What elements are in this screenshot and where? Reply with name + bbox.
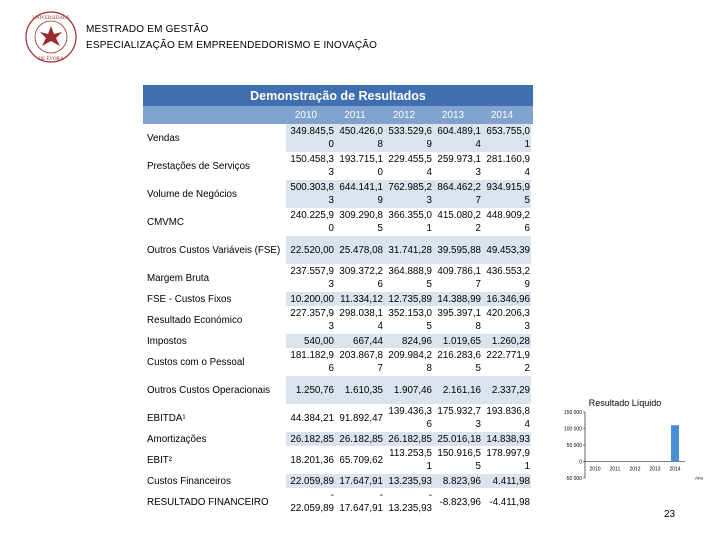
cell-value: 222.771,9 2 <box>486 350 530 374</box>
cell-value: 2.161,16 <box>433 376 482 404</box>
y-tick-label: -50 000 <box>565 476 582 482</box>
cell-value: 420.206,3 3 <box>486 308 530 332</box>
cell-value: 298.038,1 4 <box>339 308 383 332</box>
cell-value: 44.384,21 <box>290 412 334 424</box>
table-row <box>143 236 531 264</box>
x-tick-label: 2012 <box>629 466 641 473</box>
table-row <box>143 348 531 376</box>
cell-value: 193.836,8 4 <box>486 406 530 430</box>
cell-value: 653.755,0 1 <box>482 124 531 152</box>
page-number: 23 <box>664 509 676 520</box>
table-row <box>143 292 531 306</box>
cell-value: 181.182,9 6 <box>290 350 334 374</box>
cell-value: 667,44 <box>335 334 384 348</box>
cell-value: 8.823,96 <box>433 474 482 488</box>
row-label: Prestações de Serviços <box>147 160 250 172</box>
cell-value: 237.557,9 3 <box>290 266 334 290</box>
cell-value: 1.019,65 <box>433 334 482 348</box>
cell-value: 281.160,9 4 <box>486 154 530 178</box>
row-label: Margem Bruta <box>147 272 210 284</box>
x-tick-label: 2011 <box>609 466 621 473</box>
cell-value: 395.397,1 8 <box>437 308 481 332</box>
cell-value: - 13.235,93 <box>388 490 432 514</box>
row-label: Resultado Económico <box>147 314 243 326</box>
cell-value: 150.458,3 3 <box>290 154 334 178</box>
cell-value: 934.915,9 5 <box>482 180 531 208</box>
row-label: CMVMC <box>147 216 185 228</box>
header-program: MESTRADO EM GESTÃO <box>86 24 209 35</box>
table-row <box>143 306 531 334</box>
cell-value: 448.909,2 6 <box>486 210 530 234</box>
cell-value: 91.892,47 <box>339 412 383 424</box>
chart-bar <box>671 425 679 461</box>
row-label: Outros Custos Variáveis (FSE) <box>143 236 286 264</box>
row-label: Custos Financeiros <box>143 474 286 488</box>
y-tick-label: 0 <box>579 459 582 466</box>
page-header <box>86 22 377 54</box>
row-label: Impostos <box>143 334 286 348</box>
cell-value: 1.250,76 <box>286 376 335 404</box>
cell-value: 227.357,9 3 <box>290 308 334 332</box>
cell-value: 309.290,8 5 <box>339 210 383 234</box>
cell-value: 436.553,2 9 <box>486 266 530 290</box>
cell-value: 39.595,88 <box>433 236 482 264</box>
row-label: Custos com o Pessoal <box>147 356 245 368</box>
university-logo <box>24 10 78 64</box>
cell-value: -8.823,96 <box>439 496 481 508</box>
y-tick-label: 150 000 <box>563 410 582 416</box>
cell-value: 500.303,8 3 <box>286 180 335 208</box>
cell-value: 175.932,7 3 <box>437 406 481 430</box>
table-row <box>143 124 531 152</box>
table-row <box>143 376 531 404</box>
cell-value: 26.182,85 <box>286 432 335 446</box>
cell-value: 10.200,00 <box>286 292 335 306</box>
x-axis-label: Ano <box>695 475 704 481</box>
cell-value: 4.411,98 <box>482 474 531 488</box>
cell-value: 259.973,1 3 <box>437 154 481 178</box>
cell-value: 2.337,29 <box>482 376 531 404</box>
cell-value: 209.984,2 8 <box>388 350 432 374</box>
year-header: 2010 <box>294 110 318 121</box>
row-label: Volume de Negócios <box>143 180 286 208</box>
cell-value: 22.520,00 <box>286 236 335 264</box>
x-tick-label: 2014 <box>669 466 681 473</box>
cell-value: 26.182,85 <box>335 432 384 446</box>
cell-value: 364.888,9 5 <box>388 266 432 290</box>
cell-value: 178.997,9 1 <box>486 448 530 472</box>
x-tick-label: 2013 <box>649 466 661 473</box>
logo-text-top: UNIVERSIDADE <box>32 16 70 21</box>
cell-value: 540,00 <box>286 334 335 348</box>
logo-text-bottom: DE ÉVORA <box>38 57 64 62</box>
cell-value: 65.709,62 <box>339 454 383 466</box>
cell-value: - 17.647,91 <box>339 490 383 514</box>
table-row <box>143 264 531 292</box>
table-row <box>143 404 531 432</box>
cell-value: 864.462,2 7 <box>433 180 482 208</box>
cell-value: 409.786,1 7 <box>437 266 481 290</box>
cell-value: 14.388,99 <box>433 292 482 306</box>
chart-title: Resultado Líquido <box>588 398 662 408</box>
cell-value: 415.080,2 2 <box>437 210 481 234</box>
table-row <box>143 152 531 180</box>
cell-value: 240.225,9 0 <box>290 210 334 234</box>
cell-value: 1.260,28 <box>482 334 531 348</box>
cell-value: 762.985,2 3 <box>384 180 433 208</box>
cell-value: 1.907,46 <box>384 376 433 404</box>
year-header: 2013 <box>441 110 465 121</box>
cell-value: 18.201,36 <box>290 454 334 466</box>
table-row <box>143 180 531 208</box>
table-row <box>143 446 531 474</box>
cell-value: 193.715,1 0 <box>339 154 383 178</box>
cell-value: 229.455,5 4 <box>388 154 432 178</box>
cell-value: 349.845,5 0 <box>286 124 335 152</box>
cell-value: 113.253,5 1 <box>389 448 432 472</box>
row-label: Outros Custos Operacionais <box>143 376 286 404</box>
cell-value: 49.453,39 <box>482 236 531 264</box>
cell-value: 352.153,0 5 <box>388 308 432 332</box>
cell-value: 11.334,12 <box>335 292 384 306</box>
cell-value: 26.182,85 <box>384 432 433 446</box>
cell-value: -4.411,98 <box>489 496 530 508</box>
cell-value: - 22.059,89 <box>290 490 334 514</box>
row-label: Vendas <box>143 124 286 152</box>
cell-value: 533.529,6 9 <box>384 124 433 152</box>
row-label: RESULTADO FINANCEIRO <box>147 496 269 508</box>
net-result-chart <box>545 390 720 490</box>
cell-value: 14.838,93 <box>482 432 531 446</box>
cell-value: 13.235,93 <box>384 474 433 488</box>
cell-value: 216.283,6 5 <box>437 350 481 374</box>
header-specialization: ESPECIALIZAÇÃO EM EMPREENDEDORISMO E INOVAÇÃO <box>86 40 378 51</box>
x-tick-label: 2010 <box>589 466 601 473</box>
year-header: 2011 <box>344 110 366 121</box>
year-header: 2012 <box>392 110 416 121</box>
cell-value: 25.478,08 <box>335 236 384 264</box>
cell-value: 644.141,1 9 <box>335 180 384 208</box>
y-tick-label: 50 000 <box>566 443 582 449</box>
table-title: Demonstração de Resultados <box>143 85 533 106</box>
table-row <box>143 334 531 348</box>
table-row <box>143 488 531 516</box>
table-row <box>143 208 531 236</box>
cell-value: 604.489,1 4 <box>433 124 482 152</box>
cell-value: 366.355,0 1 <box>388 210 432 234</box>
cell-value: 150.916,5 5 <box>437 448 481 472</box>
row-label: EBITDA¹ <box>147 412 186 424</box>
cell-value: 824,96 <box>384 334 433 348</box>
income-statement-table <box>143 124 531 516</box>
cell-value: 17.647,91 <box>335 474 384 488</box>
table-row <box>143 474 531 488</box>
year-header: 2014 <box>490 110 514 121</box>
cell-value: 16.346,96 <box>482 292 531 306</box>
cell-value: 12.735,89 <box>384 292 433 306</box>
cell-value: 139.436,3 6 <box>388 406 432 430</box>
cell-value: 450.426,0 8 <box>335 124 384 152</box>
y-tick-label: 100 000 <box>563 426 582 433</box>
cell-value: 203.867,8 7 <box>339 350 383 374</box>
cell-value: 31.741,28 <box>384 236 433 264</box>
row-label: FSE - Custos Fixos <box>143 292 286 306</box>
cell-value: 1.610,35 <box>335 376 384 404</box>
cell-value: 25.016,18 <box>433 432 482 446</box>
row-label: EBIT² <box>147 454 173 466</box>
row-label: Amortizações <box>143 432 286 446</box>
table-row <box>143 432 531 446</box>
cell-value: 309.372,2 6 <box>339 266 383 290</box>
cell-value: 22.059,89 <box>286 474 335 488</box>
